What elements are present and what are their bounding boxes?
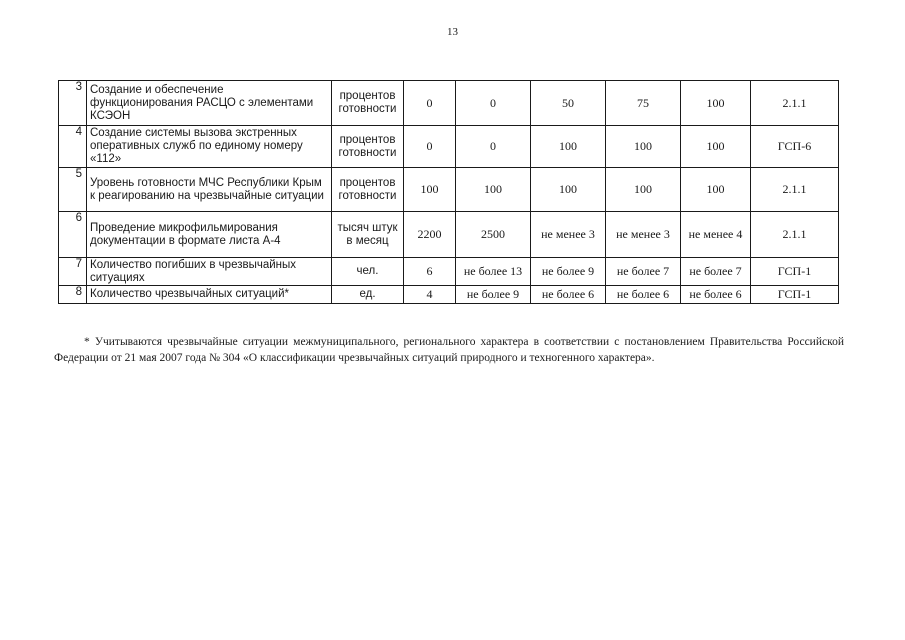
value-cell: 6 <box>404 258 456 286</box>
value-cell: не менее 3 <box>606 212 681 258</box>
value-cell: 50 <box>531 81 606 126</box>
row-number: 3 <box>59 81 87 126</box>
value-cell: 2200 <box>404 212 456 258</box>
code-cell: 2.1.1 <box>751 168 839 212</box>
value-cell: 0 <box>404 126 456 168</box>
footnote: * Учитываются чрезвычайные ситуации межмуниципального, регионального характера в соответствии с постановлением Правительства Российской Федерации от 21 мая 2007 года № 304 «О классификации чрезвычайных ситуаций природного и техногенного характера». <box>54 335 844 364</box>
row-number: 4 <box>59 126 87 168</box>
table-row <box>59 258 839 286</box>
unit-cell: тысяч штук в месяц <box>332 212 404 258</box>
indicator-name: Создание и обеспечение функционирования РАСЦО с элементами КСЭОН <box>87 81 332 126</box>
value-cell: не более 7 <box>606 258 681 286</box>
value-cell: 100 <box>606 168 681 212</box>
unit-cell: процентов готовности <box>332 126 404 168</box>
value-cell: 100 <box>606 126 681 168</box>
value-cell: не менее 3 <box>531 212 606 258</box>
value-cell: 0 <box>456 126 531 168</box>
unit-cell: ед. <box>332 286 404 304</box>
page-number: 13 <box>447 26 458 38</box>
row-number: 5 <box>59 168 87 212</box>
indicator-name: Количество чрезвычайных ситуаций* <box>87 286 332 304</box>
indicator-name: Проведение микрофильмирования документации в формате листа А-4 <box>87 212 332 258</box>
indicator-name: Создание системы вызова экстренных оперативных служб по единому номеру «112» <box>87 126 332 168</box>
indicators-table <box>58 80 839 304</box>
code-cell: 2.1.1 <box>751 212 839 258</box>
table-row <box>59 212 839 258</box>
value-cell: 2500 <box>456 212 531 258</box>
table-row <box>59 81 839 126</box>
row-number: 6 <box>59 212 87 258</box>
code-cell: ГСП-6 <box>751 126 839 168</box>
value-cell: 0 <box>404 81 456 126</box>
code-cell: ГСП-1 <box>751 258 839 286</box>
indicator-name: Уровень готовности МЧС Республики Крым к реагированию на чрезвычайные ситуации <box>87 168 332 212</box>
value-cell: 100 <box>404 168 456 212</box>
unit-cell: процентов готовности <box>332 168 404 212</box>
code-cell: ГСП-1 <box>751 286 839 304</box>
value-cell: 100 <box>456 168 531 212</box>
value-cell: 100 <box>681 168 751 212</box>
value-cell: не более 9 <box>531 258 606 286</box>
indicator-name: Количество погибших в чрезвычайных ситуациях <box>87 258 332 286</box>
row-number: 8 <box>59 286 87 304</box>
value-cell: не более 9 <box>456 286 531 304</box>
value-cell: не более 6 <box>606 286 681 304</box>
value-cell: не более 7 <box>681 258 751 286</box>
unit-cell: процентов готовности <box>332 81 404 126</box>
table-row <box>59 168 839 212</box>
row-number: 7 <box>59 258 87 286</box>
value-cell: 0 <box>456 81 531 126</box>
unit-cell: чел. <box>332 258 404 286</box>
value-cell: 100 <box>681 126 751 168</box>
value-cell: не более 6 <box>531 286 606 304</box>
value-cell: не менее 4 <box>681 212 751 258</box>
value-cell: не более 13 <box>456 258 531 286</box>
value-cell: 100 <box>681 81 751 126</box>
value-cell: не более 6 <box>681 286 751 304</box>
value-cell: 75 <box>606 81 681 126</box>
value-cell: 4 <box>404 286 456 304</box>
value-cell: 100 <box>531 168 606 212</box>
table-row <box>59 126 839 168</box>
value-cell: 100 <box>531 126 606 168</box>
code-cell: 2.1.1 <box>751 81 839 126</box>
table-row <box>59 286 839 304</box>
